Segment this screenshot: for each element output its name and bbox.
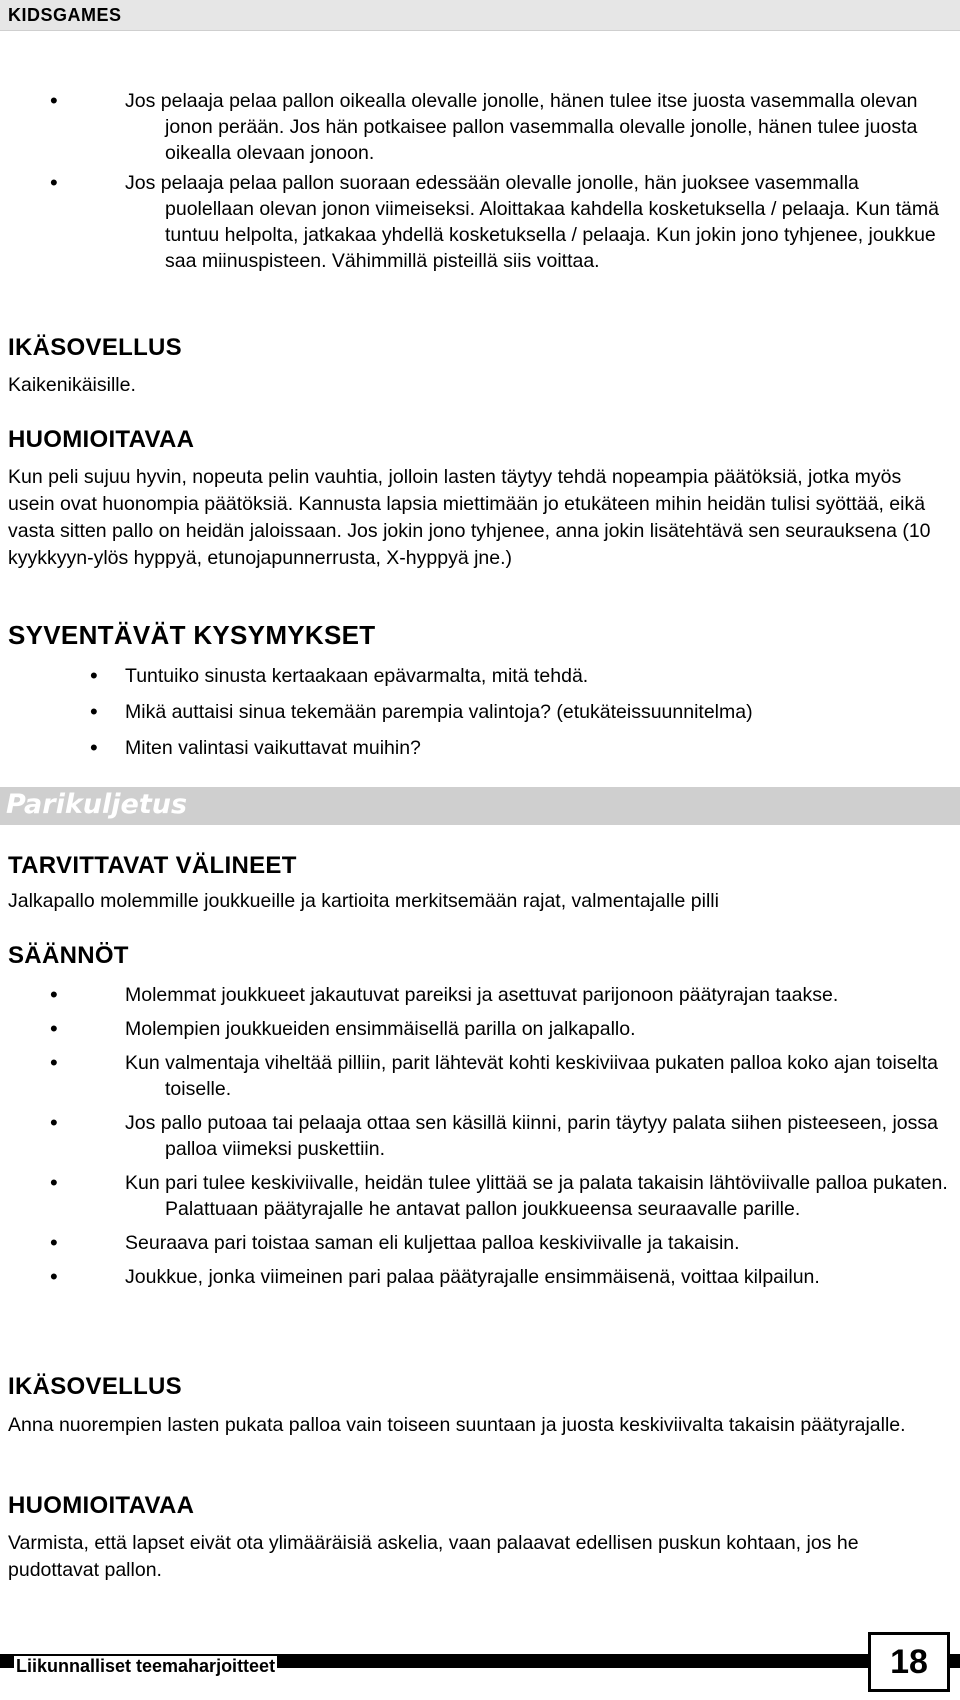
footer-label: Liikunnalliset teemaharjoitteet [16,1656,276,1676]
list-item: • Jos pelaaja pelaa pallon oikealla olevalle jonolle, hänen tulee itse juosta vasemmalla olevan jonon perään. Jos hän potkaisee pallon vasemmalla olevalle jonolle, hänen tulee juosta oikealla olevaan jonoon. [8,88,952,166]
list-item: • Molempien joukkueiden ensimmäisellä parilla on jalkapallo. [8,1016,952,1042]
list-item: • Jos pallo putoaa tai pelaaja ottaa sen käsillä kiinni, parin täytyy palata siihen pisteeseen, jossa palloa viimeksi puskettiin. [8,1110,952,1162]
list-item: • Joukkue, jonka viimeinen pari palaa päätyrajalle ensimmäisenä, voittaa kilpailun. [8,1264,952,1290]
list-item: • Tuntuiko sinusta kertaakaan epävarmalta, mitä tehdä. [8,663,952,689]
age-heading: IKÄSOVELLUS [8,334,182,361]
list-item: • Mikä auttaisi sinua tekemään parempia valintoja? (etukäteissuunnitelma) [8,699,952,725]
note-heading-2: HUOMIOITAVAA [8,1492,195,1519]
header-bar [0,0,960,31]
list-item: • Kun pari tulee keskiviivalle, heidän tulee ylittää se ja palata takaisin lähtöviivalle palloa pukaten. Palattuaan päätyrajalle he antavat pallon joukkueensa seuraavalle parille. [8,1170,952,1222]
age-text-2: Anna nuorempien lasten pukata palloa vain toiseen suuntaan ja juosta keskiviivalta takaisin päätyrajalle. [8,1414,906,1436]
equipment-heading: TARVITTAVAT VÄLINEET [8,852,297,879]
list-item: • Jos pelaaja pelaa pallon suoraan edessään olevalle jonolle, hän juoksee vasemmalla puolellaan olevan jonon viimeiseksi. Aloittakaa kahdella kosketuksella / pelaaja. Kun tämä tuntuu helpolta, jatkakaa yhdellä kosketuksella / pelaaja. Kun jokin jono tyhjenee, joukkue saa miinuspisteen. Vähimmillä pisteillä siis voittaa. [8,170,952,274]
page-number: 18 [868,1632,950,1692]
equipment-text: Jalkapallo molemmille joukkueille ja kartioita merkitsemään rajat, valmentajalle pilli [8,890,719,912]
list-item: • Kun valmentaja viheltää pilliin, parit lähtevät kohti keskiviivaa pukaten palloa koko ajan toiselta toiselle. [8,1050,952,1102]
section-title: Parikuljetus [6,789,188,820]
list-item: • Molemmat joukkueet jakautuvat pareiksi ja asettuvat parijonoon päätyrajan taakse. [8,982,952,1008]
section-title-bar [0,787,960,825]
note-text: Kun peli sujuu hyvin, nopeuta pelin vauhtia, jolloin lasten täytyy tehdä nopeampia päätöksiä, jotka myös usein ovat huonompia päätöksiä. Kannusta lapsia miettimään jo etukäteen mihin heidän tulisi syöttää, eikä vasta sitten pallo on heidän jaloissaan. Jos jokin jono tyhjenee, anna jokin lisätehtävä sen seurauksena (10 kyykkyyn-ylös hyppyä, etunojapunnerrusta, X-hyppyä jne.) [8,466,931,569]
note-text-2: Varmista, että lapset eivät ota ylimääräisiä askelia, vaan palaavat edellisen puskun kohtaan, jos he pudottavat pallon. [8,1532,859,1581]
questions-heading: SYVENTÄVÄT KYSYMYKSET [8,620,376,650]
note-heading: HUOMIOITAVAA [8,426,195,453]
age-heading-2: IKÄSOVELLUS [8,1373,182,1400]
rules-heading: SÄÄNNÖT [8,942,129,969]
header-title: KIDSGAMES [8,5,122,25]
age-text: Kaikenikäisille. [8,374,136,396]
list-item: • Miten valintasi vaikuttavat muihin? [8,735,952,761]
rules-list [8,982,952,1290]
list-item: • Seuraava pari toistaa saman eli kuljettaa palloa keskiviivalle ja takaisin. [8,1230,952,1256]
game1-bullet-list [8,88,952,274]
questions-list [8,663,952,761]
